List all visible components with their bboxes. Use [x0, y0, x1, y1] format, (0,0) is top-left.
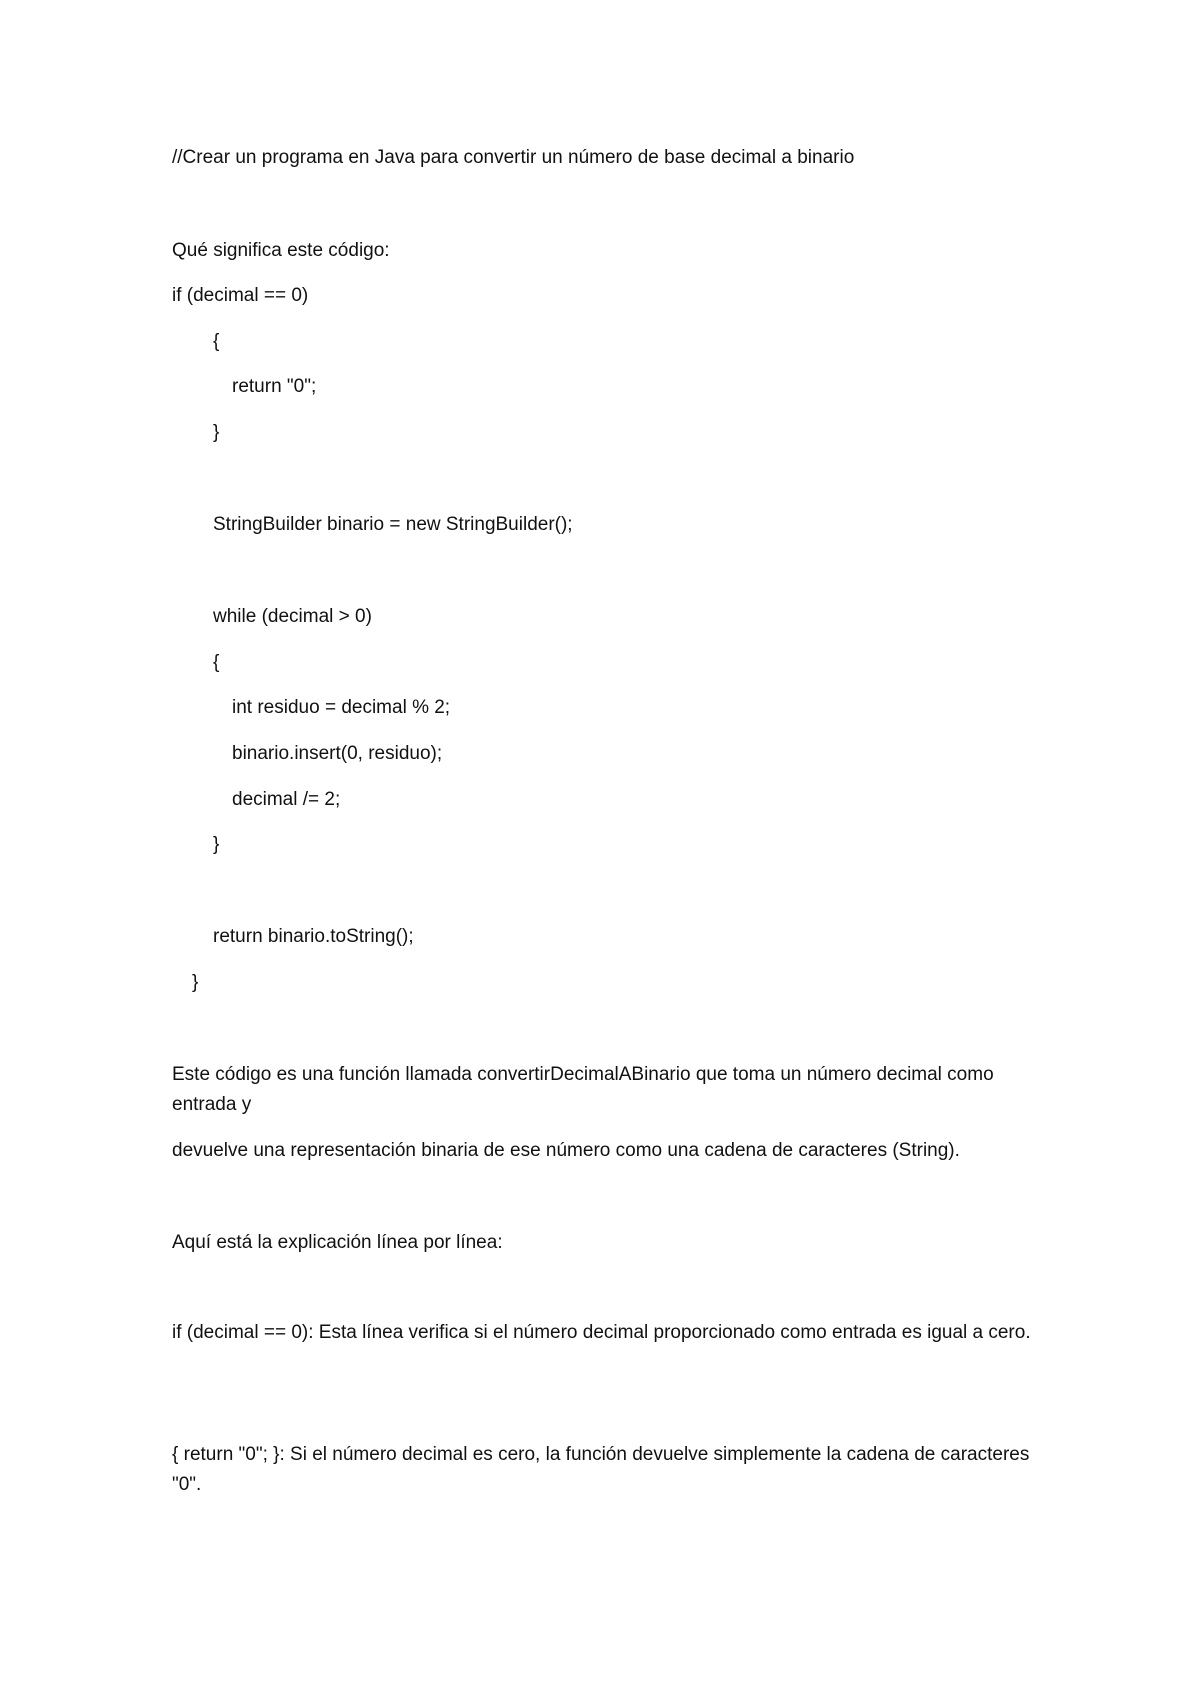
- code-line: if (decimal == 0): [172, 285, 309, 306]
- code-line: int residuo = decimal % 2;: [232, 697, 451, 718]
- code-line: {: [213, 331, 220, 352]
- line-by-line-intro: Aquí está la explicación línea por línea:: [172, 1232, 503, 1253]
- code-line: StringBuilder binario = new StringBuilder();: [213, 514, 573, 535]
- heading-comment: //Crear un programa en Java para convertir un número de base decimal a binario: [172, 147, 855, 168]
- explanation-paragraph: devuelve una representación binaria de ese número como una cadena de caracteres (String).: [172, 1140, 960, 1161]
- code-line: while (decimal > 0): [213, 606, 372, 627]
- explanation-paragraph: Este código es una función llamada convertirDecimalABinario que toma un número decimal como entrada y: [172, 1064, 994, 1115]
- explanation-item: if (decimal == 0): Esta línea verifica si el número decimal proporcionado como entrada es igual a cero.: [172, 1322, 1031, 1343]
- code-line: }: [213, 834, 220, 855]
- code-line: }: [213, 422, 220, 443]
- code-line: return binario.toString();: [213, 926, 414, 947]
- code-line: decimal /= 2;: [232, 789, 341, 810]
- code-line: }: [192, 972, 199, 993]
- question-line: Qué significa este código:: [172, 240, 390, 261]
- explanation-item: { return "0"; }: Si el número decimal es cero, la función devuelve simplemente la cadena de caracteres "0".: [172, 1444, 1030, 1495]
- code-line: binario.insert(0, residuo);: [232, 743, 443, 764]
- code-line: {: [213, 652, 220, 673]
- code-line: return "0";: [232, 376, 317, 397]
